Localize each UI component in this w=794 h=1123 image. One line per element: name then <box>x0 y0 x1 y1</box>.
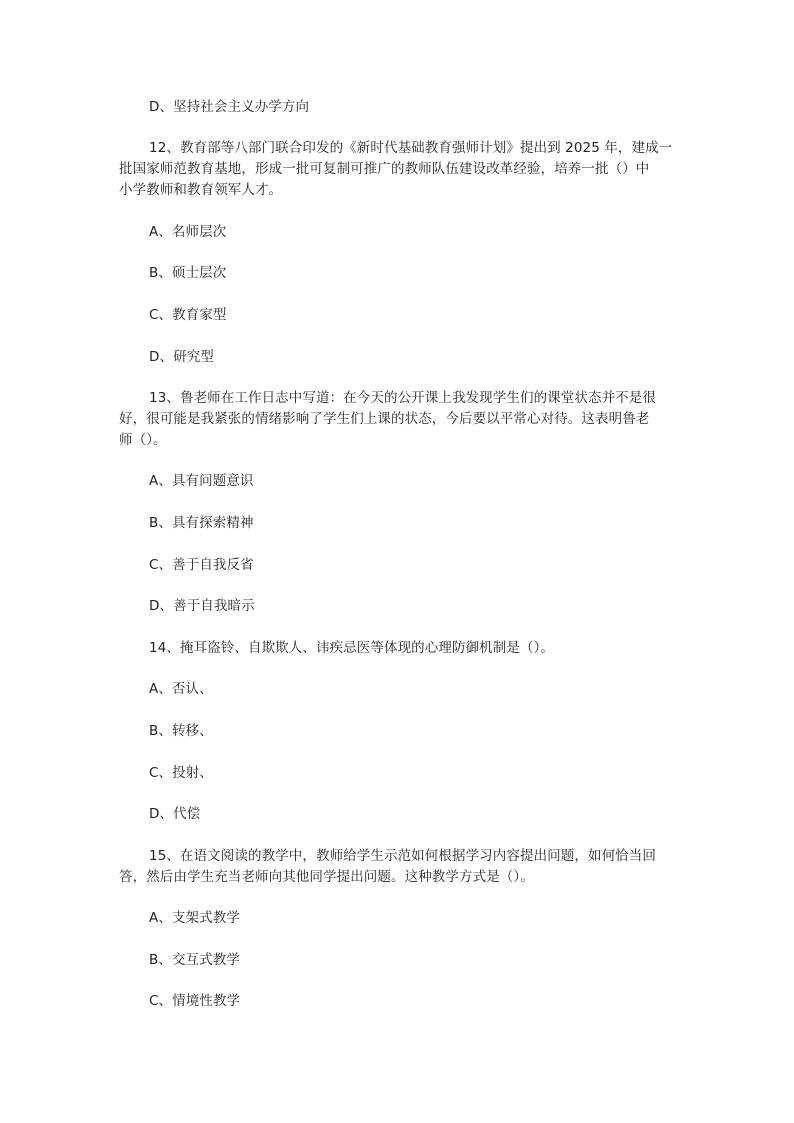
option-c-q14: C、投射、 <box>149 765 213 781</box>
option-b-q14: B、转移、 <box>149 723 213 739</box>
option-d-q11: D、坚持社会主义办学方向 <box>149 99 310 115</box>
question-13-line-1: 13、鲁老师在工作日志中写道：在今天的公开课上我发现学生们的课堂状态并不是很 <box>149 390 656 406</box>
option-a-q12: A、名师层次 <box>149 224 227 240</box>
question-15-line-2: 答，然后由学生充当老师向其他同学提出问题。这种教学方式是（）。 <box>119 869 534 885</box>
question-13-line-2: 好，很可能是我紧张的情绪影响了学生们上课的状态，今后要以平常心对待。这表明鲁老 <box>119 411 650 427</box>
option-b-q15: B、交互式教学 <box>149 952 240 968</box>
option-d-q14: D、代偿 <box>149 806 201 822</box>
option-d-q13: D、善于自我暗示 <box>149 598 255 614</box>
question-15-line-1: 15、在语文阅读的教学中，教师给学生示范如何根据学习内容提出问题，如何恰当回 <box>149 848 656 864</box>
question-12-line-2: 批国家师范教育基地，形成一批可复制可推广的教师队伍建设改革经验，培养一批（）中 <box>119 161 650 177</box>
option-b-q13: B、具有探索精神 <box>149 515 254 531</box>
option-a-q15: A、支架式教学 <box>149 910 240 926</box>
option-a-q13: A、具有问题意识 <box>149 473 254 489</box>
option-c-q15: C、情境性教学 <box>149 993 241 1009</box>
option-c-q13: C、善于自我反省 <box>149 557 254 573</box>
option-c-q12: C、教育家型 <box>149 307 227 323</box>
question-13-line-3: 师（）。 <box>119 432 167 448</box>
option-b-q12: B、硕士层次 <box>149 265 227 281</box>
option-d-q12: D、研究型 <box>149 349 214 365</box>
question-14-line-1: 14、掩耳盗铃、自欺欺人、讳疾忌医等体现的心理防御机制是（）。 <box>149 640 555 656</box>
option-a-q14: A、否认、 <box>149 681 213 697</box>
question-12-line-3: 小学教师和教育领军人才。 <box>119 182 283 198</box>
question-12-line-1: 12、教育部等八部门联合印发的《新时代基础教育强师计划》提出到 2025 年，建成一 <box>149 140 673 156</box>
